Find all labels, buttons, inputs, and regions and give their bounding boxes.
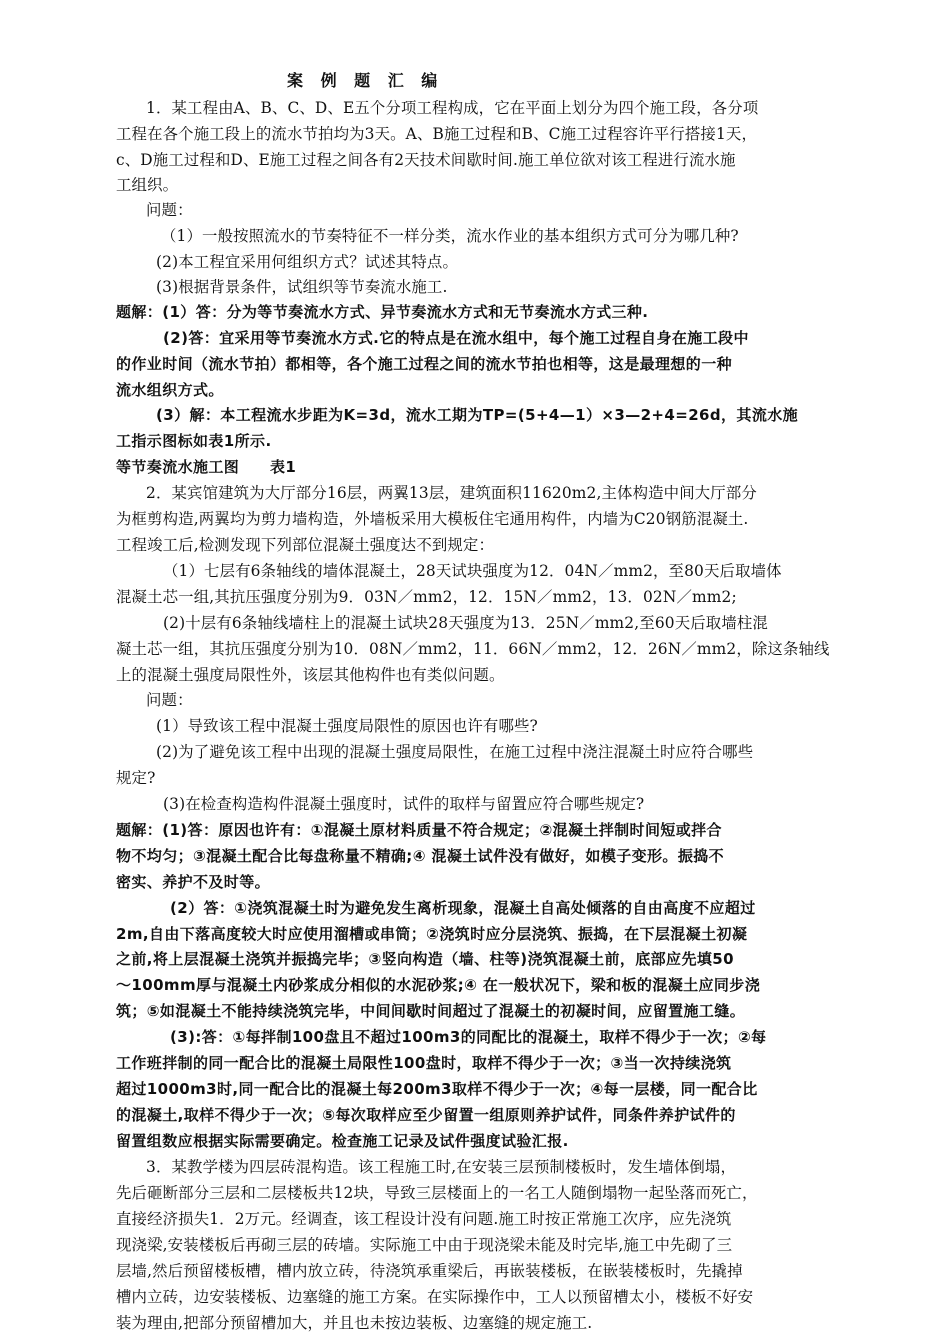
text-line: (3):答：①每拌制100盘且不超过100m3的同配比的混凝土，取样不得少于一次；②每 — [170, 1028, 767, 1046]
text-line: (3）解：本工程流水步距为K=3d，流水工期为TP=(5+4—1）×3—2+4=26d，其流水施 — [156, 406, 799, 424]
text-line: 流水组织方式。 — [116, 381, 224, 399]
text-line: (2)为了避免该工程中出现的混凝土强度局限性，在施工过程中浇注混凝土时应符合哪些 — [156, 743, 754, 761]
text-line: (2)十层有6条轴线墙柱上的混凝土试块28天强度为13．25N／mm2,至60天后取墙柱混 — [163, 614, 768, 632]
text-line: 层墙,然后预留楼板槽，槽内放立砖，待浇筑承重梁后，再嵌装楼板，在嵌装楼板时，先撬掉 — [116, 1262, 743, 1280]
text-line: 物不均匀；③混凝土配合比每盘称量不精确;④ 混凝土试件没有做好，如模子变形。振捣不 — [116, 847, 725, 865]
text-line: 超过1000m3时,同一配合比的混凝土每200m3取样不得少于一次；④每一层楼，同一配合比 — [116, 1080, 758, 1098]
text-line: 密实、养护不及时等。 — [116, 873, 271, 891]
text-line: 为框剪构造,两翼均为剪力墙构造，外墙板采用大模板住宅通用构件，内墙为C20钢筋混凝土. — [116, 510, 749, 528]
text-line: 装为理由,把部分预留槽加大，并且也未按边装板、边塞缝的规定施工. — [116, 1314, 593, 1332]
text-line: 先后砸断部分三层和二层楼板共12块，导致三层楼面上的一名工人随倒塌物一起坠落而死亡， — [116, 1184, 758, 1202]
text-line: 混凝土芯一组,其抗压强度分别为9．03N／mm2，12．15N／mm2，13．02N／mm2; — [116, 588, 737, 606]
text-line: 的混凝土,取样不得少于一次；⑤每次取样应至少留置一组原则养护试件，同条件养护试件的 — [116, 1106, 736, 1124]
text-line: 工程在各个施工段上的流水节拍均为3天。A、B施工过程和B、C施工过程容许平行搭接1天， — [116, 125, 757, 143]
text-line: 工指示图标如表1所示. — [116, 432, 272, 450]
text-line: (2)本工程宜采用何组织方式？试述其特点。 — [156, 253, 458, 271]
text-line: 筑；⑤如混凝土不能持续浇筑完毕，中间间歇时间超过了混凝土的初凝时间，应留置施工缝。 — [116, 1002, 746, 1020]
text-line: 的作业时间（流水节拍）都相等，各个施工过程之间的流水节拍也相等，这是最理想的一种 — [116, 355, 733, 373]
text-line: 3．某教学楼为四层砖混构造。该工程施工时,在安装三层预制楼板时，发生墙体倒塌， — [146, 1158, 736, 1176]
text-line: ～100mm厚与混凝土内砂浆成分相似的水泥砂浆;④ 在一般状况下，梁和板的混凝土应同步浇 — [116, 976, 761, 994]
text-line: 之前,将上层混凝土浇筑并振捣完毕；③竖向构造（墙、柱等)浇筑混凝土前，底部应先填50 — [116, 950, 734, 968]
text-line: (3)根据背景条件，试组织等节奏流水施工. — [156, 278, 448, 296]
text-line: 1．某工程由A、B、C、D、E五个分项工程构成，它在平面上划分为四个施工段，各分项 — [146, 99, 759, 117]
text-line: （1）七层有6条轴线的墙体混凝土，28天试块强度为12．04N／mm2，至80天后取墙体 — [163, 562, 782, 580]
text-line: 工程竣工后,检测发现下列部位混凝土强度达不到规定： — [116, 536, 495, 554]
text-line: 问题： — [146, 201, 193, 219]
text-line: 现浇梁,安装楼板后再砌三层的砖墙。实际施工中由于现浇梁未能及时完毕,施工中先砌了三 — [116, 1236, 733, 1254]
text-line: 2m,自由下落高度较大时应使用溜槽或串筒；②浇筑时应分层浇筑、振捣，在下层混凝土初凝 — [116, 925, 748, 943]
text-line: 题解：(1)答：原因也许有：①混凝土原材料质量不符合规定；②混凝土拌制时间短或拌合 — [116, 821, 722, 839]
text-line: 工作班拌制的同一配合比的混凝土局限性100盘时，取样不得少于一次；③当一次持续浇筑 — [116, 1054, 732, 1072]
text-line: 凝土芯一组，其抗压强度分别为10．08N／mm2，11．66N／mm2，12．26N／mm2，除这条轴线 — [116, 640, 830, 658]
text-line: 问题： — [146, 691, 193, 709]
text-line: (2)答：宜采用等节奏流水方式.它的特点是在流水组中，每个施工过程自身在施工段中 — [163, 329, 749, 347]
text-line: c、D施工过程和D、E施工过程之间各有2天技术间歇时间.施工单位欲对该工程进行流水施 — [116, 151, 736, 169]
text-line: 2．某宾馆建筑为大厅部分16层，两翼13层，建筑面积11620m2,主体构造中间大厅部分 — [146, 484, 757, 502]
text-line: 留置组数应根据实际需要确定。检查施工记录及试件强度试验汇报. — [116, 1132, 569, 1150]
text-line: （1）一般按照流水的节奏特征不一样分类，流水作业的基本组织方式可分为哪几种? — [161, 227, 739, 245]
text-line: 规定? — [116, 769, 156, 787]
document-title: 案 例 题 汇 编 — [287, 71, 444, 90]
text-line: 槽内立砖，边安装楼板、边塞缝的施工方案。在实际操作中，工人以预留槽太小，楼板不好安 — [116, 1288, 754, 1306]
text-line: 工组织。 — [116, 176, 179, 194]
text-line: (2）答：①浇筑混凝土时为避免发生离析现象，混凝土自高处倾落的自由高度不应超过 — [170, 899, 756, 917]
text-line: 上的混凝土强度局限性外，该层其他构件也有类似问题。 — [116, 666, 505, 684]
text-line: 直接经济损失1．2万元。经调查，该工程设计没有问题.施工时按正常施工次序，应先浇筑 — [116, 1210, 732, 1228]
text-line: (3)在检查构造构件混凝土强度时，试件的取样与留置应符合哪些规定? — [163, 795, 645, 813]
text-line: 题解：(1）答：分为等节奏流水方式、异节奏流水方式和无节奏流水方式三种. — [116, 303, 649, 321]
text-line: 等节奏流水施工图 表1 — [116, 458, 297, 476]
text-line: (1）导致该工程中混凝土强度局限性的原因也许有哪些? — [156, 717, 538, 735]
